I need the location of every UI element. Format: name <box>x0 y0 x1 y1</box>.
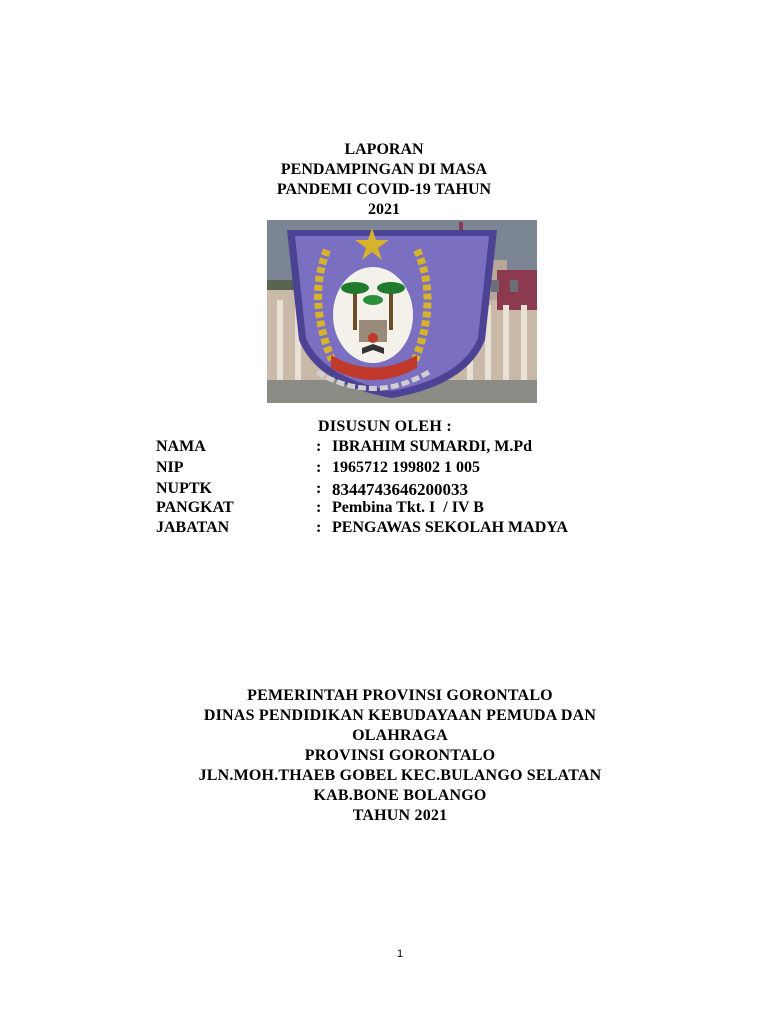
field-value: PENGAWAS SEKOLAH MADYA <box>332 519 568 536</box>
field-label: NAMA <box>156 438 206 455</box>
field-separator: : <box>316 438 322 455</box>
palm-trunk-right <box>389 290 393 330</box>
field-value: Pembina Tkt. I / IV B <box>332 499 484 516</box>
institution-line-1: PEMERINTAH PROVINSI GORONTALO <box>247 687 553 704</box>
field-label: NUPTK <box>156 480 212 497</box>
fort-emblem <box>368 333 378 343</box>
institution-line-4: PROVINSI GORONTALO <box>304 747 496 764</box>
field-value: 1965712 199802 1 005 <box>332 459 480 476</box>
field-jabatan <box>156 519 626 539</box>
field-label: NIP <box>156 459 184 476</box>
palm-leaves-left <box>341 282 369 294</box>
field-nama <box>156 438 626 458</box>
field-nip <box>156 459 626 479</box>
field-value: 8344743646200033 <box>332 480 468 499</box>
field-label: JABATAN <box>156 519 230 536</box>
title-line-1: LAPORAN <box>344 141 424 158</box>
title-line-4: 2021 <box>368 201 400 218</box>
field-label: PANGKAT <box>156 499 234 516</box>
document-title <box>0 140 768 220</box>
institution-line-6: KAB.BONE BOLANGO <box>313 787 487 804</box>
emblem-illustration <box>267 220 537 403</box>
author-heading: DISUSUN OLEH : <box>318 418 453 435</box>
palm-leaves-center <box>363 295 383 305</box>
field-value: IBRAHIM SUMARDI, M.Pd <box>332 438 532 455</box>
field-separator: : <box>316 459 322 476</box>
institution-line-7: TAHUN 2021 <box>352 807 448 824</box>
field-separator: : <box>316 480 322 497</box>
gorontalo-emblem-image <box>267 220 537 403</box>
title-line-2: PENDAMPINGAN DI MASA <box>280 161 488 178</box>
institution-block <box>0 686 768 826</box>
institution-line-3: OLAHRAGA <box>352 727 448 744</box>
field-pangkat <box>156 499 626 519</box>
institution-line-5: JLN.MOH.THAEB GOBEL KEC.BULANGO SELATAN <box>198 767 602 784</box>
title-line-3: PANDEMI COVID-19 TAHUN <box>276 181 492 198</box>
field-separator: : <box>316 499 322 516</box>
palm-leaves-right <box>377 282 405 294</box>
field-separator: : <box>316 519 322 536</box>
page-number: 1 <box>396 948 404 960</box>
institution-line-2: DINAS PENDIDIKAN KEBUDAYAAN PEMUDA DAN <box>203 707 597 724</box>
palm-trunk-left <box>353 290 357 330</box>
field-nuptk <box>156 480 626 500</box>
